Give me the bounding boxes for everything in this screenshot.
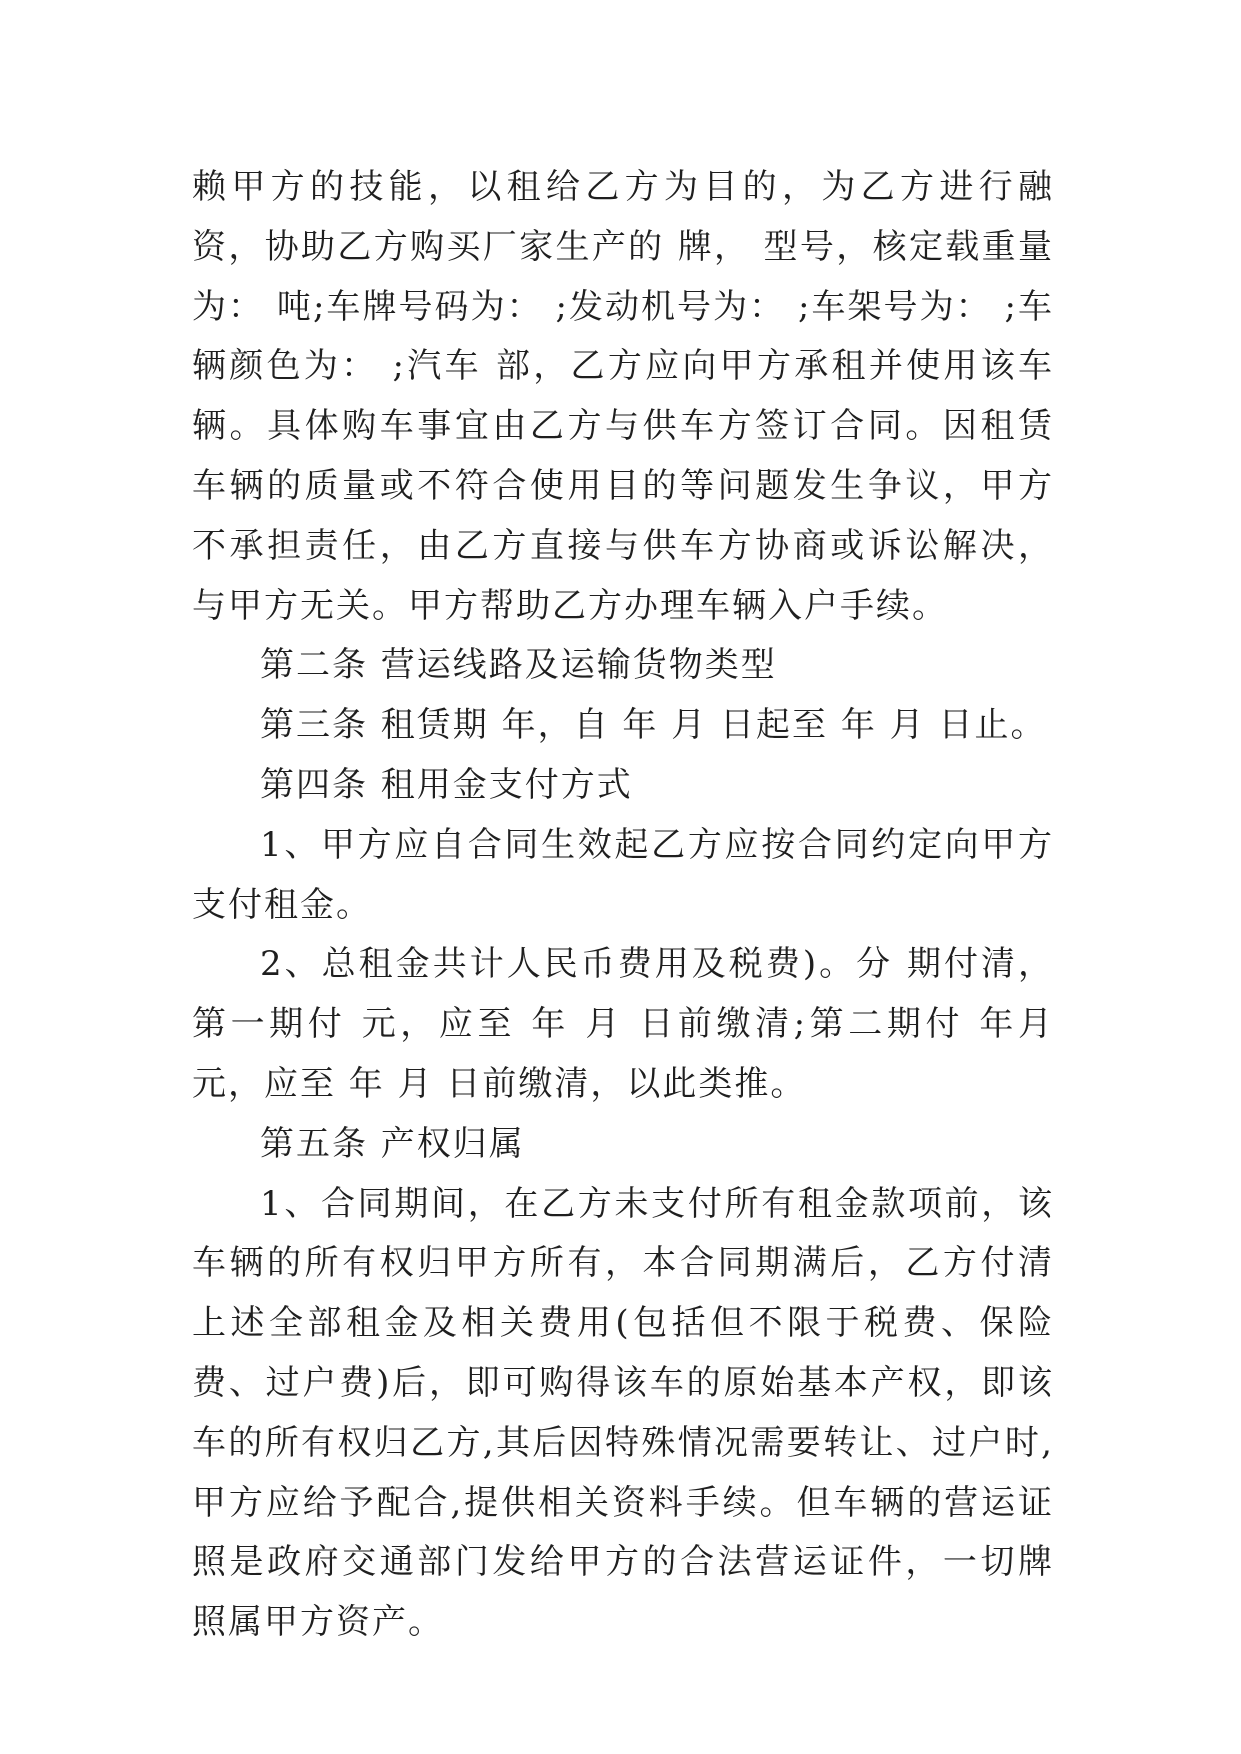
heading-article-2: 第二条 营运线路及运输货物类型 (260, 645, 777, 686)
heading-article-5: 第五条 产权归属 (260, 1123, 525, 1164)
paragraph-ownership-clause-1: 1、合同期间，在乙方未支付所有租金款项前，该车辆的所有权归甲方所有，本合同期满后，乙方付清上述全部租金及相关费用(包括但不限于税费、保险费、过户费)后，即可购得该车的原始基本产权，即该车的所有权归乙方,其后因特殊情况需要转让、过户时,甲方应给予配合,提供相关资料手续。但车辆的营运证照是政府交通部门发给甲方的合法营运证件，一切牌照属甲方资产。 (192, 1183, 1054, 1643)
heading-article-4: 第四条 租用金支付方式 (260, 764, 633, 805)
paragraph-payment-clause-1: 1、甲方应自合同生效起乙方应按合同约定向甲方支付租金。 (192, 824, 1054, 925)
heading-article-3: 第三条 租赁期 年，自 年 月 日起至 年 月 日止。 (260, 705, 1047, 746)
paragraph-vehicle-financing: 赖甲方的技能，以租给乙方为目的，为乙方进行融资，协助乙方购买厂家生产的 牌， 型号，核定载重量为： 吨;车牌号码为： ;发动机号为： ;车架号为： ;车辆颜色为： ;汽车 部，乙方应向甲方承租并使用该车辆。具体购车事宜由乙方与供车方签订合同。因租赁车辆的质量或不符合使用目的等问题发生争议，甲方不承担责任，由乙方直接与供车方协商或诉讼解决，与甲方无关。甲方帮助乙方办理车辆入户手续。 (192, 167, 1054, 626)
paragraph-payment-clause-2: 2、总租金共计人民币费用及税费)。分 期付清，第一期付 元，应至 年 月 日前缴清;第二期付 年月 元，应至 年 月 日前缴清，以此类推。 (192, 944, 1054, 1104)
document-body (192, 158, 1054, 1653)
